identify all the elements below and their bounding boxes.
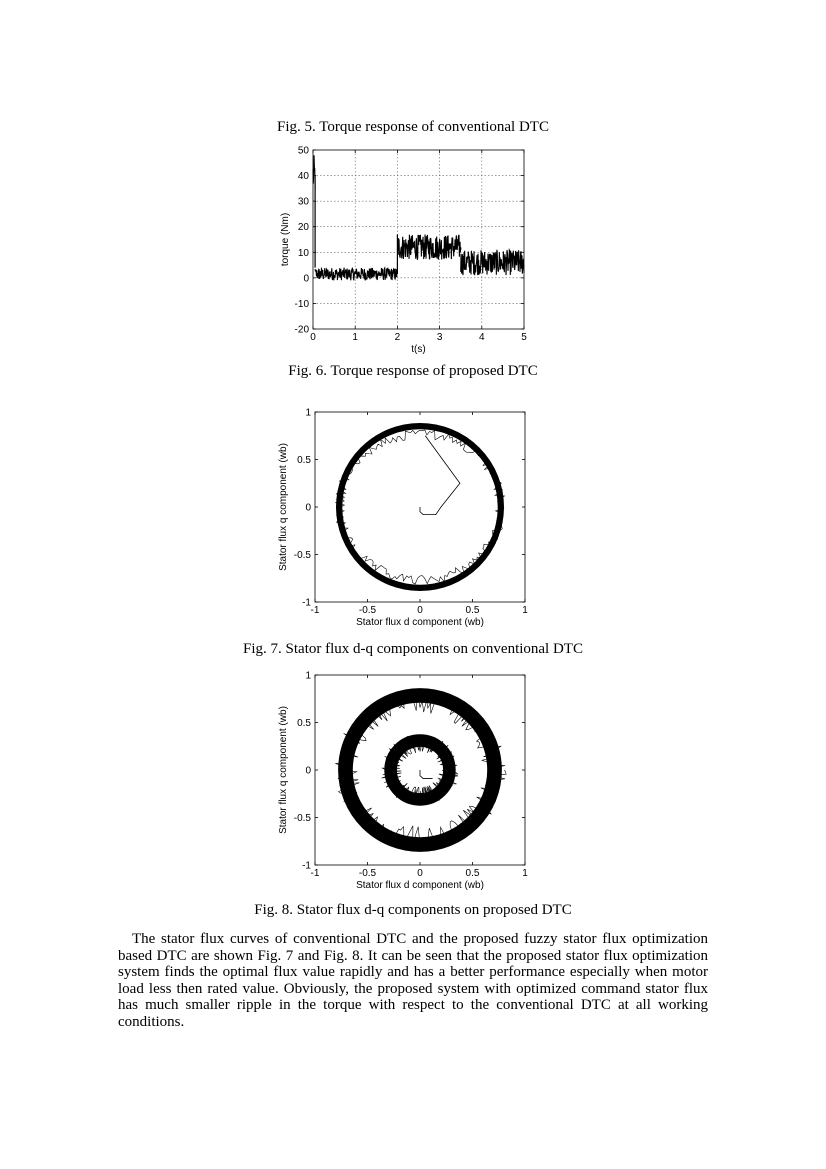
discussion-paragraph: The stator flux curves of conventional DTC and the proposed fuzzy stator flux optimization based DTC are shown Fig. 7 and Fig. 8. It can be seen that the proposed stator flux optimization system finds the optimal flux value rapidly and has a better performance especially when motor load less then rated value. Obviously, the proposed system with optimized command stator flux has much smaller ripple in the torque with respect to the conventional DTC at all working conditions. <box>118 931 708 1030</box>
x-axis-label: Stator flux d component (wb) <box>356 880 484 891</box>
flux-startup-path <box>420 436 460 515</box>
x-tick-label: 3 <box>436 332 443 343</box>
x-tick-label: -0.5 <box>358 605 377 616</box>
y-tick-label: 40 <box>297 171 309 183</box>
y-tick-label: 10 <box>297 247 309 259</box>
y-tick-label: 1 <box>305 670 311 682</box>
y-axis-label: Stator flux q component (wb) <box>278 443 289 571</box>
x-tick-label: 4 <box>479 332 485 343</box>
fig6-caption: Fig. 6. Torque response of proposed DTC <box>288 363 538 379</box>
x-tick-label: 0 <box>310 332 316 343</box>
y-tick-label: 0 <box>305 765 311 777</box>
y-tick-label: 1 <box>305 407 311 419</box>
y-tick-label: 50 <box>297 145 309 157</box>
torque-chart <box>276 144 532 358</box>
x-axis-label: t(s) <box>411 344 426 355</box>
flux-conventional-chart <box>272 396 550 638</box>
y-tick-label: 30 <box>297 196 309 208</box>
x-tick-label: 5 <box>521 332 527 343</box>
y-tick-label: 0.5 <box>297 455 311 466</box>
x-axis-label: Stator flux d component (wb) <box>356 617 484 628</box>
x-tick-label: 1 <box>522 605 528 616</box>
flux-startup-path <box>420 770 433 779</box>
x-tick-label: 0.5 <box>465 605 480 616</box>
y-tick-label: 0 <box>303 273 309 285</box>
y-tick-label: 0.5 <box>297 718 311 729</box>
y-tick-label: -0.5 <box>293 813 311 824</box>
fig8-caption: Fig. 8. Stator flux d-q components on proposed DTC <box>254 902 572 918</box>
x-tick-label: -1 <box>310 605 320 616</box>
fig5-caption: Fig. 5. Torque response of conventional DTC <box>277 119 549 135</box>
x-tick-label: 1 <box>352 332 358 343</box>
y-tick-label: 20 <box>297 222 309 234</box>
flux-proposed-chart <box>272 666 550 900</box>
y-axis-label: Stator flux q component (wb) <box>278 706 289 834</box>
y-tick-label: -0.5 <box>293 550 311 561</box>
torque-trace-segment <box>397 235 460 260</box>
torque-trace-segment <box>315 268 397 281</box>
x-tick-label: 0 <box>417 605 423 616</box>
y-tick-label: -1 <box>302 860 311 872</box>
torque-trace-segment <box>461 250 524 275</box>
y-tick-label: -20 <box>294 324 309 336</box>
x-tick-label: 1 <box>522 868 528 879</box>
x-tick-label: 0.5 <box>465 868 480 879</box>
fig7-caption: Fig. 7. Stator flux d-q components on conventional DTC <box>243 641 583 657</box>
y-tick-label: -1 <box>302 597 311 609</box>
x-tick-label: 2 <box>394 332 401 343</box>
body-text <box>118 931 708 1031</box>
y-tick-label: 0 <box>305 502 311 514</box>
y-axis-label: torque (Nm) <box>280 212 291 267</box>
x-tick-label: 0 <box>417 868 423 879</box>
x-tick-label: -1 <box>310 868 320 879</box>
y-tick-label: -10 <box>294 298 309 310</box>
x-tick-label: -0.5 <box>358 868 377 879</box>
